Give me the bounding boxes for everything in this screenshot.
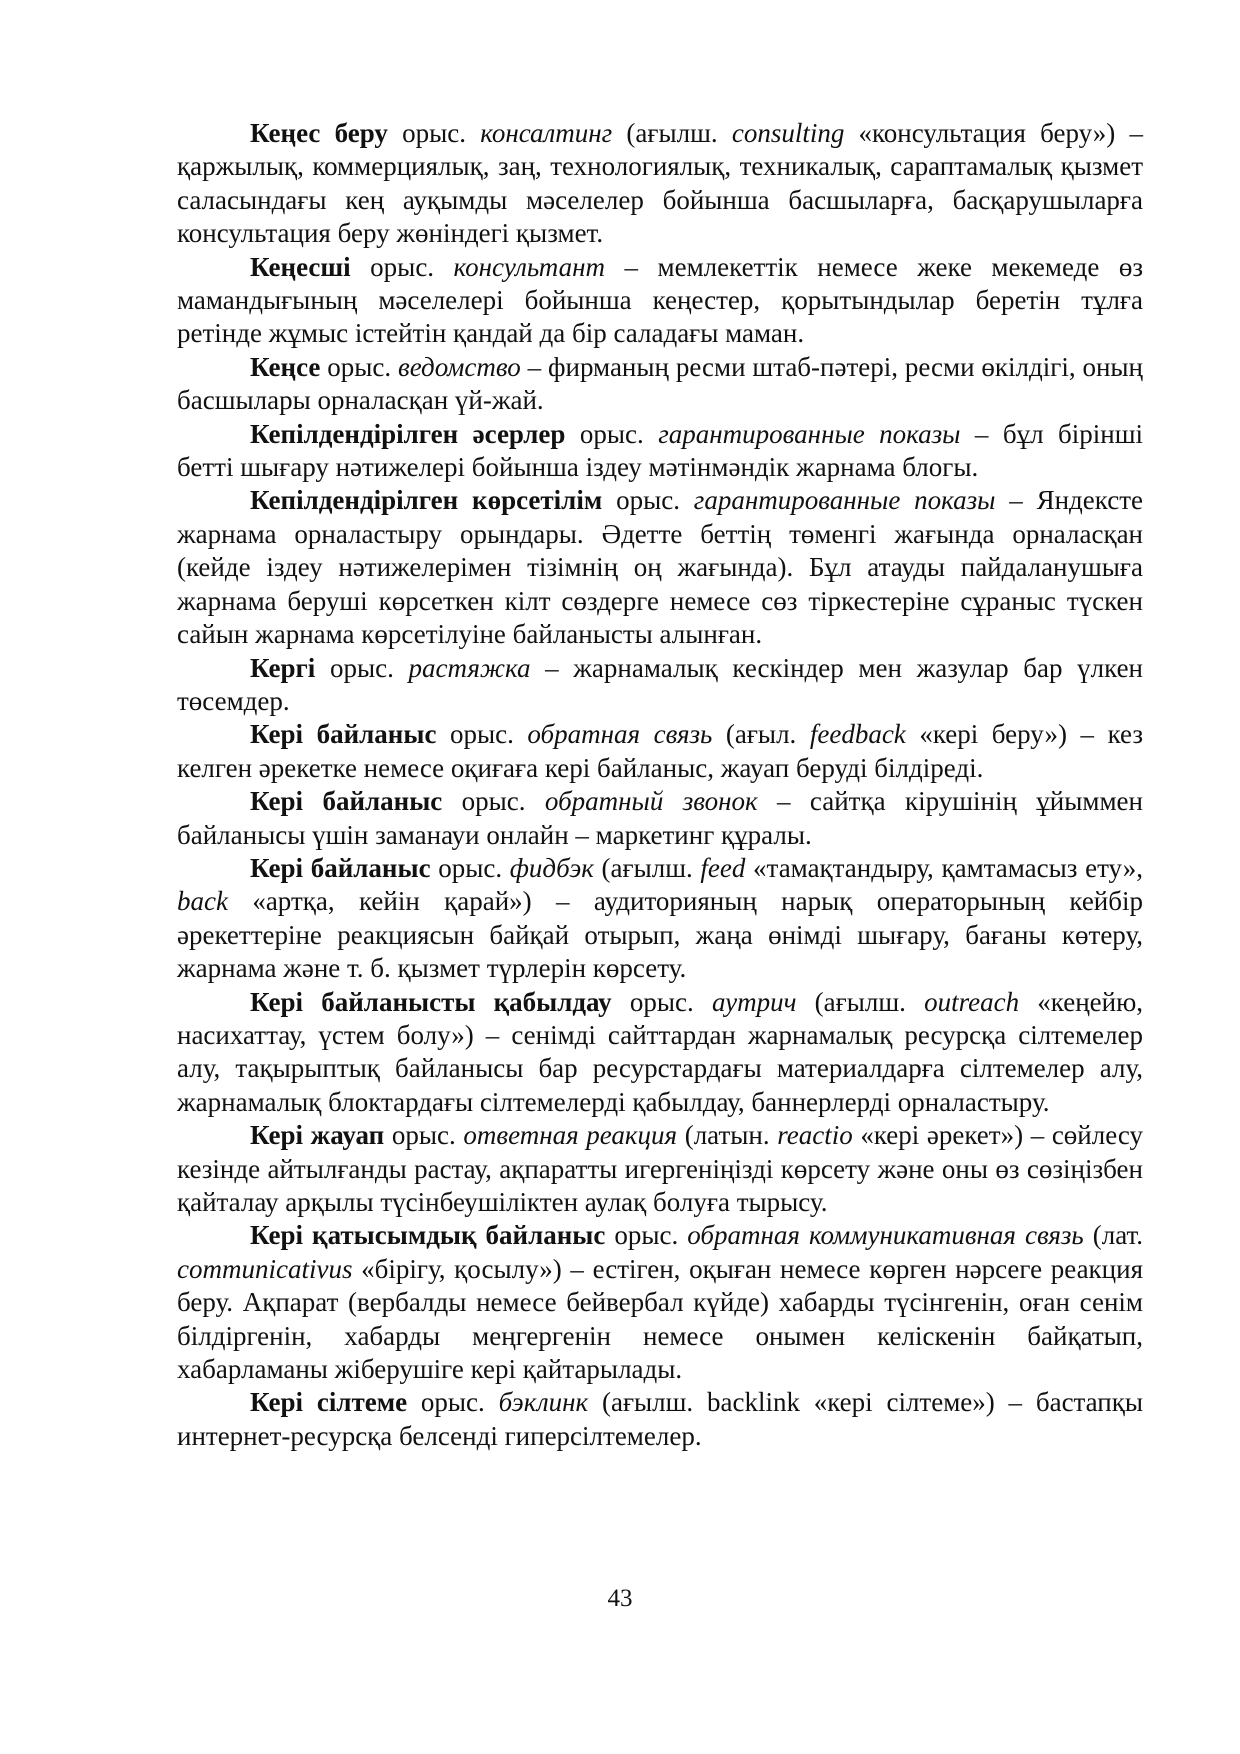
glossary-entry (177, 1119, 1143, 1219)
entry-term: Кері жауап (250, 1120, 385, 1151)
entry-foreign-term: feedback (809, 719, 906, 750)
entry-term: Кері байланыс (250, 786, 443, 817)
page-body (177, 117, 1143, 1453)
entry-text: орыс. (350, 251, 454, 282)
entry-text: – Яндексте жарнама орналастыру орындары. Әдетте беттің төменгі жағында орналасқан (кейде іздеу нәтижелерімен тізімнің оң жағында). Бұл атауды пайдаланушыға жарнама беруші көрсеткен кілт сөздерге немесе сөз тіркестеріне сұраныс түскен сайын жарнама көрсетілуіне байланысты алынған. (177, 485, 1143, 650)
entry-text: «тамақтандыру, қамтамасыз ету», (745, 852, 1143, 883)
entry-text: орыс. (565, 418, 659, 449)
entry-foreign-term: back (177, 886, 228, 917)
entry-foreign-term: outreach (924, 986, 1020, 1017)
entry-text: «кері беру») – кез келген әрекетке немесе оқиғаға кері байланыс, жауап беруді білдіреді. (177, 719, 1143, 783)
glossary-entry (177, 484, 1143, 651)
entry-text: орыс. (605, 1220, 688, 1251)
entry-term: Кепілдендірілген көрсетілім (250, 485, 603, 516)
page-number: 43 (607, 1585, 633, 1612)
entry-term: Кері қатысымдық байланыс (250, 1220, 606, 1251)
glossary-entry (177, 418, 1143, 485)
glossary-entry (177, 718, 1143, 785)
entry-term: Кепілдендірілген әсерлер (250, 418, 566, 449)
entry-foreign-term: бэклинк (498, 1387, 589, 1418)
glossary-entry (177, 117, 1143, 251)
glossary-entry (177, 1386, 1143, 1453)
glossary-entry (177, 852, 1143, 986)
entry-text: (ағылш. (796, 986, 925, 1017)
entry-text: (ағыл. (712, 719, 810, 750)
entry-text: орыс. (320, 351, 399, 382)
entry-foreign-term: гарантированные показы (693, 485, 996, 516)
entry-term: Кеңес беру (250, 118, 388, 148)
entry-term: Кері сілтеме (250, 1387, 408, 1418)
entry-text: (ағылш. (593, 852, 701, 883)
entry-foreign-term: communicativus (177, 1253, 353, 1284)
entry-term: Кеңесші (250, 251, 351, 282)
entry-text: (ағылш. backlink «кері сілтеме») – бастапқы интернет-ресурсқа белсенді гиперсілтемелер. (177, 1387, 1144, 1451)
entry-term: Кері байланысты қабылдау (250, 986, 612, 1017)
entry-text: «кеңейю, насихаттау, үстем болу») – сенімді сайттардан жарнамалық ресурсқа сілтемелер алу, тақырыптық байланысы бар ресурстардағы материалдарға сілтемелер алу, жарнамалық блоктардағы сілтемелерді қабылдау, баннерлерді орналастыру. (177, 986, 1144, 1117)
entry-text: орыс. (315, 652, 409, 683)
entry-text: – мемлекеттік немесе жеке мекемеде өз мамандығының мәселелері бойынша кеңестер, қорытындылар беретін тұлға ретінде жұмыс істейтін қандай да бір саладағы маман. (177, 251, 1144, 349)
glossary-entry (177, 986, 1143, 1120)
entry-text: «бірігу, қосылу») – естіген, оқыған немесе көрген нәрсеге реакция беру. Ақпарат (вербалды немесе бейвербал күйде) хабарды түсінгенін, оған сенім білдіргенін, хабарды меңгергенін немесе онымен келіскенін байқатып, хабарламаны жіберушіге кері қайтарылады. (177, 1253, 1143, 1385)
entry-foreign-term: обратный звонок (544, 786, 758, 817)
entry-text: орыс. (387, 118, 481, 148)
entry-foreign-term: консалтинг (480, 118, 613, 148)
entry-foreign-term: аутрич (711, 986, 797, 1017)
entry-text: (лат. (1083, 1220, 1143, 1251)
entry-foreign-term: feed (700, 852, 746, 883)
entry-text: «артқа, кейін қарай») – аудиторияның нарық операторының кейбір әрекеттеріне реакциясын байқай отырып, жаңа өнімді шығару, бағаны көтеру, жарнама және т. б. қызмет түрлерін көрсету. (177, 886, 1143, 984)
entry-term: Кеңсе (250, 351, 321, 382)
entry-text: орыс. (611, 986, 712, 1017)
entry-text: – сайтқа кірушінің ұйыммен байланысы үшін заманауи онлайн – маркетинг құралы. (177, 786, 1143, 850)
entry-foreign-term: consulting (731, 118, 845, 148)
glossary-entry (177, 251, 1143, 351)
entry-text: орыс. (407, 1387, 499, 1418)
entry-text: «консультация беру») – қаржылық, коммерциялық, заң, технологиялық, техникалық, сараптамалық қызмет саласындағы кең ауқымды мәселелер бойынша басшыларға, басқарушыларға консультация беру жөніндегі қызмет. (177, 118, 1143, 249)
entry-text: – бұл бірінші бетті шығару нәтижелері бойынша іздеу мәтінмәндік жарнама блогы. (177, 418, 1144, 483)
entry-foreign-term: растяжка (408, 652, 531, 683)
entry-term: Кері байланыс (250, 719, 437, 750)
entry-text: – жарнамалық кескіндер мен жазулар бар үлкен төсемдер. (177, 652, 1143, 716)
glossary-entry (177, 1219, 1143, 1386)
entry-foreign-term: ведомство (398, 351, 521, 382)
entry-text: орыс. (430, 852, 510, 883)
entry-foreign-term: фидбэк (509, 852, 594, 883)
entry-text: «кері әрекет») – сөйлесу кезінде айтылғанды растау, ақпаратты игергеніңізді көрсету және оны өз сөзіңізбен қайталау арқылы түсінбеушіліктен аулақ болуға тырысу. (177, 1120, 1144, 1217)
entry-text: (ағылш. (612, 118, 732, 148)
entry-term: Кергі (250, 652, 316, 683)
glossary-entry (177, 652, 1143, 719)
entry-text: (латын. (677, 1120, 778, 1151)
glossary-entry (177, 351, 1143, 418)
entry-term: Кері байланыс (250, 852, 431, 883)
entry-text: – фирманың ресми штаб-пәтері, ресми өкілдігі, оның басшылары орналасқан үй-жай. (177, 351, 1143, 416)
entry-text: орыс. (384, 1120, 464, 1151)
entry-foreign-term: reactio (777, 1120, 853, 1151)
entry-foreign-term: гарантированные показы (658, 418, 961, 449)
entry-foreign-term: обратная коммуникативная связь (687, 1220, 1084, 1251)
entry-text: орыс. (602, 485, 694, 516)
entry-text: орыс. (442, 786, 545, 817)
entry-foreign-term: обратная связь (527, 719, 713, 750)
glossary-entry (177, 785, 1143, 852)
entry-foreign-term: ответная реакция (463, 1120, 678, 1151)
entry-foreign-term: консультант (453, 251, 606, 282)
entry-text: орыс. (436, 719, 528, 750)
